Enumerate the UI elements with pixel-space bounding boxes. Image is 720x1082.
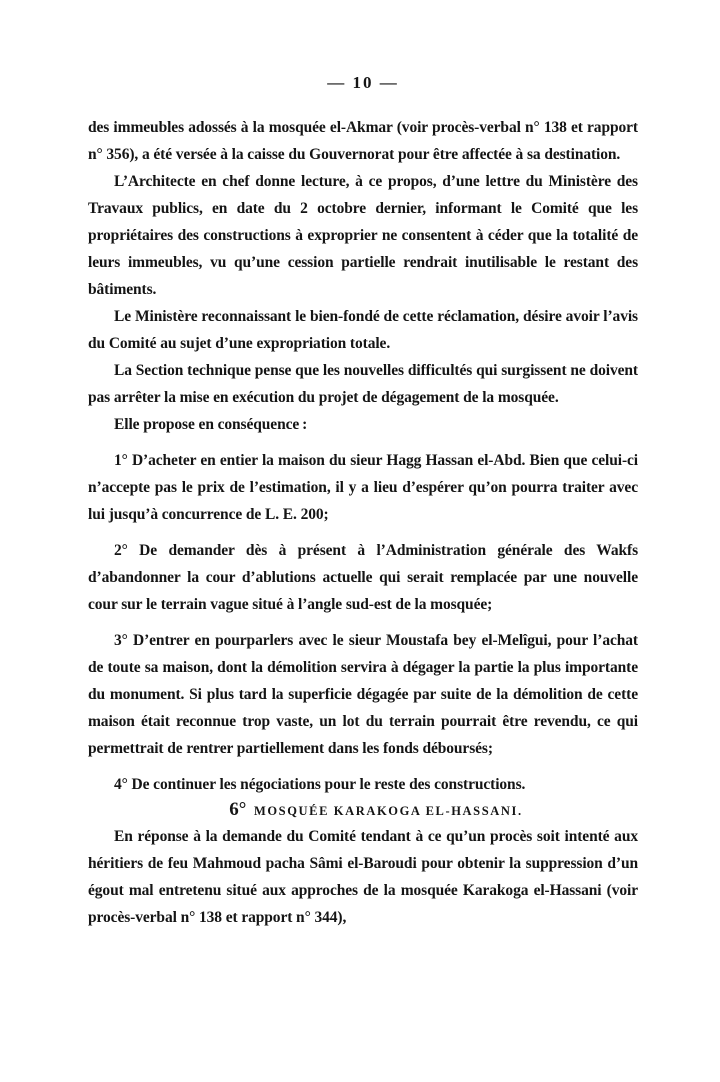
paragraph-ministere-reclamation: Le Ministère reconnaissant le bien-fondé de cette réclamation, désire avoir l’avis du Comité au sujet d’une expropriation totale. <box>88 308 638 352</box>
document-page <box>88 72 638 931</box>
paragraph-en-reponse: En réponse à la demande du Comité tendant à ce qu’un procès soit intenté aux héritiers de feu Mahmoud pacha Sâmi el-Baroudi pour obtenir la suppression d’un égout mal entretenu situé aux approches de la mosquée Karakoga el-Hassani (voir procès-verbal n° 138 et rapport n° 344), <box>88 828 638 926</box>
list-item-1: 1° D’acheter en entier la maison du sieur Hagg Hassan el-Abd. Bien que celui-ci n’accepte pas le prix de l’estimation, il y a lieu d’espérer qu’on pourra traiter avec lui jusqu’à concurrence de L. E. 200; <box>88 452 638 523</box>
section-heading-title: MOSQUÉE KARAKOGA EL-HASSANI. <box>253 804 523 818</box>
list-item-3: 3° D’entrer en pourparlers avec le sieur Moustafa bey el-Melîgui, pour l’achat de toute sa maison, dont la démolition servira à dégager la partie la plus importante du monument. Si plus tard la superficie dégagée par suite de la démolition de cette maison était reconnue trop vaste, un lot du terrain pourrait être revendu, ce qui permettrait de rentrer partiellement dans les fonds déboursés; <box>88 632 638 757</box>
list-item-2: 2° De demander dès à présent à l’Administration générale des Wakfs d’abandonner la cour d’ablutions actuelle qui serait remplacée par une nouvelle cour sur le terrain vague situé à l’angle sud-est de la mosquée; <box>88 542 638 613</box>
list-item-4: 4° De continuer les négociations pour le reste des constructions. <box>114 776 526 793</box>
paragraph-architecte-lecture: L’Architecte en chef donne lecture, à ce propos, d’une lettre du Ministère des Travaux publics, en date du 2 octobre dernier, informant le Comité que les propriétaires des constructions à exproprier ne consentent à céder que la totalité de leurs immeubles, vu qu’une cession partielle rendrait inutilisable le restant des bâtiments. <box>88 173 638 298</box>
section-heading <box>88 798 638 823</box>
paragraph-elle-propose: Elle propose en conséquence : <box>114 416 308 433</box>
paragraph-continuation: des immeubles adossés à la mosquée el-Akmar (voir procès-verbal n° 138 et rapport n° 356), a été versée à la caisse du Gouvernorat pour être affectée à sa destination. <box>88 119 638 163</box>
page-number-header: — 10 — <box>327 73 399 92</box>
section-heading-number: 6° <box>229 799 247 820</box>
paragraph-section-technique: La Section technique pense que les nouvelles difficultés qui surgissent ne doivent pas arrêter la mise en exécution du projet de dégagement de la mosquée. <box>88 362 638 406</box>
